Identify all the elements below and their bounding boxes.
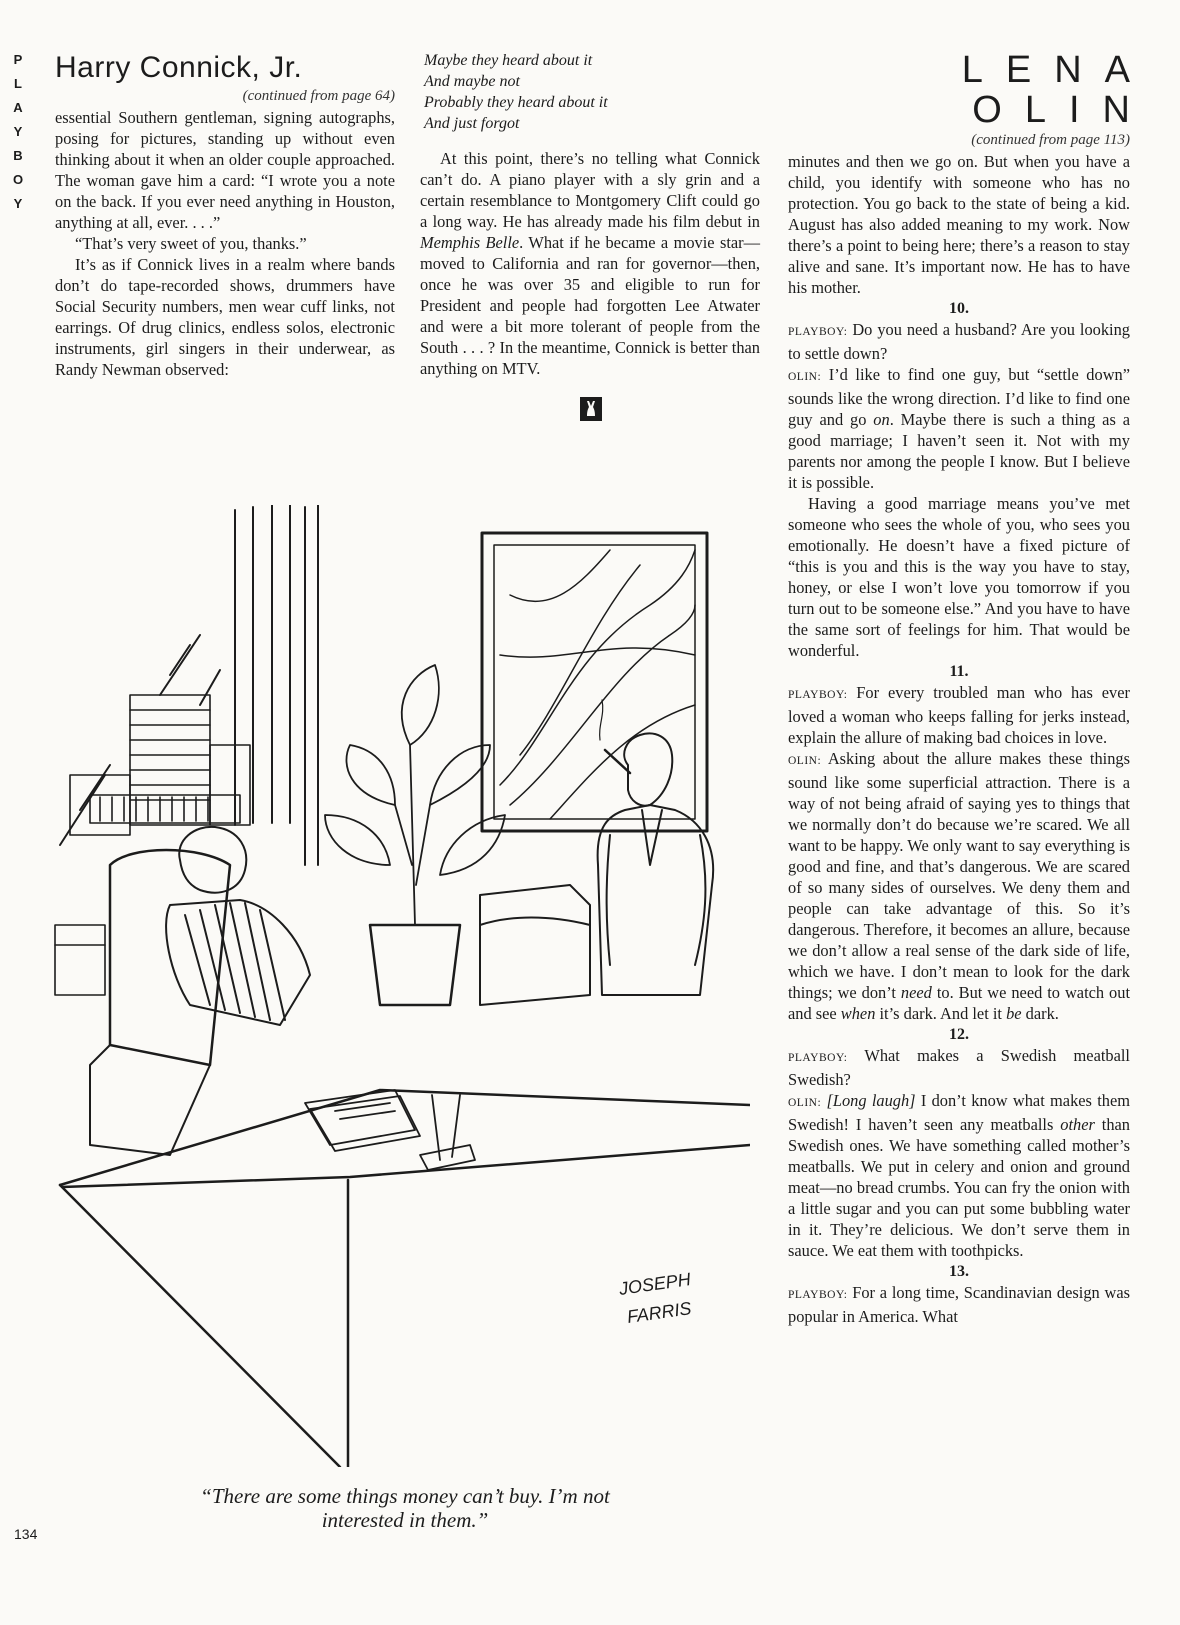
interview-question <box>788 319 1130 364</box>
harry-paragraph <box>420 148 760 379</box>
spine-letter: L <box>14 76 22 91</box>
speaker-label: OLIN: <box>788 371 822 383</box>
text-run: . Maybe there is such a thing as a good marriage; I haven’t seen it. Not with my parents nor among the people I know. But I believe it is possible. <box>788 410 1130 492</box>
emphasis: on <box>873 410 890 429</box>
sofa <box>480 885 590 1005</box>
spine-letter: A <box>13 100 23 115</box>
lena-column <box>788 49 1153 1327</box>
potted-plant <box>325 665 505 1005</box>
lyric-line: Probably they heard about it <box>424 94 608 111</box>
spine-letter: Y <box>13 196 23 211</box>
emphasis: be <box>1006 1004 1022 1023</box>
text-run: Do you need a husband? Are you looking to settle down? <box>788 320 1130 363</box>
harry-paragraph: essential Southern gentleman, signing autographs, posing for pictures, standing up without even thinking about it when an older couple approached. The woman gave him a card: “I wrote you a note on the back. If you ever need anything in Houston, anything at all, ever. . . .” <box>55 108 395 232</box>
question-number: 10. <box>949 300 969 317</box>
emphasis: need <box>900 983 932 1002</box>
spine-letter: Y <box>13 124 23 139</box>
interview-question <box>788 682 1130 748</box>
harry-column-2 <box>420 50 760 421</box>
speaker-label: OLIN: <box>788 755 822 767</box>
song-lyrics <box>424 50 760 134</box>
question-number: 12. <box>949 1026 969 1043</box>
harry-paragraph: “That’s very sweet of you, thanks.” <box>75 234 307 253</box>
text-run: I don’t know what makes them Swedish! I haven’t seen any meatballs <box>788 1091 1130 1134</box>
window-frame <box>60 505 318 865</box>
text-run: At this point, there’s no telling what Connick can’t do. A piano player with a sly grin and a certain resemblance to Montgomery Clift could go a long way. He has already made his film debut in <box>420 149 760 231</box>
harry-title: Harry Connick, Jr. <box>55 51 303 84</box>
interview-answer <box>788 748 1130 1024</box>
emphasis: when <box>840 1004 876 1023</box>
interview-answer: Having a good marriage means you’ve met someone who sees the whole of you, who sees you emotionally. He doesn’t have a fixed picture of “this is you and this is the way you have to stay, honey, or else I won’t love you tomorrow if you turn out to be someone else.” And you have to have the same sort of feelings for him. That would be wonderful. <box>788 494 1130 660</box>
text-run: For every troubled man who has ever loved a woman who keeps falling for jerks instead, explain the allure of making bad choices in love. <box>788 683 1130 747</box>
speaker-label: OLIN: <box>788 1097 822 1109</box>
interview-question <box>788 1045 1130 1090</box>
speaker-label: PLAYBOY: <box>788 326 848 338</box>
emphasis: other <box>1060 1115 1095 1134</box>
interview-answer <box>788 1090 1130 1261</box>
text-run: What makes a Swedish meatball Swedish? <box>788 1046 1130 1089</box>
end-mark-bunny-icon <box>580 397 602 421</box>
interview-question <box>788 1282 1130 1327</box>
text-run: than Swedish ones. We have something called mother’s meatballs. We put in celery and onion and ground meat—no bread crumbs. You can fry the onion with a little sugar and you can put some bubbling water in it. They’re delicious. We don’t serve them in sauce. We eat them with toothpicks. <box>788 1115 1130 1260</box>
lyric-line: And just forgot <box>424 115 520 132</box>
cartoon-illustration <box>50 505 750 1467</box>
film-title: Memphis Belle <box>420 233 520 252</box>
stage-direction: [Long laugh] <box>826 1091 916 1110</box>
cartoon-signature: JOSEPH <box>617 1269 692 1299</box>
speaker-label: PLAYBOY: <box>788 1052 848 1064</box>
harry-continued-note: (continued from page 64) <box>242 88 395 104</box>
question-number: 13. <box>949 1263 969 1280</box>
cartoon-caption: “There are some things money can’t buy. I’m not interested in them.” <box>200 1484 610 1532</box>
harry-paragraph: It’s as if Connick lives in a realm where bands don’t do tape-recorded shows, drummers have Social Security numbers, men wear cuff links, not earrings. Of drug clinics, endless solos, electronic instruments, girl singers in their underwear, as Randy Newman observed: <box>55 255 395 379</box>
desk-papers <box>305 1090 475 1170</box>
text-run: . What if he became a movie star—moved to California and ran for governor—then, once he was over 35 and eligible to run for President and people had forgotten Lee Atwater and were a bit more tolerant of people from the South . . . ? In the meantime, Connick is better than anything on MTV. <box>420 233 760 378</box>
spine-letter: P <box>13 52 23 67</box>
lena-title: LENA OLIN <box>961 49 1153 131</box>
text-run: I’d like to find one guy, but “settle down” sounds like the wrong direction. I’d like to find one guy and go <box>788 365 1130 429</box>
text-run: to. But we need to watch out and see <box>788 983 1130 1023</box>
magazine-spine <box>8 48 28 216</box>
standing-man <box>598 700 714 995</box>
text-run: dark. <box>1021 1004 1059 1023</box>
spine-letter: O <box>12 172 24 187</box>
seated-executive <box>90 827 310 1155</box>
text-run: it’s dark. And let it <box>875 1004 1007 1023</box>
lena-continued-note: (continued from page 113) <box>971 132 1130 148</box>
speaker-label: PLAYBOY: <box>788 1289 848 1301</box>
cartoon-signature: FARRIS <box>625 1298 693 1327</box>
question-number: 11. <box>949 663 969 680</box>
page-number: 134 <box>14 1526 38 1542</box>
lyric-line: Maybe they heard about it <box>424 52 593 69</box>
lena-paragraph: minutes and then we go on. But when you have a child, you identify with someone who has no protection. You go back to the state of being a kid. August has also added meaning to my work. Now there’s a point to being here; there’s a reason to stay alive and sane. It’s important now. He has to have his mother. <box>788 152 1130 297</box>
harry-column-1 <box>55 50 395 380</box>
interview-answer <box>788 364 1130 493</box>
spine-letter: B <box>13 148 23 163</box>
lyric-line: And maybe not <box>424 73 520 90</box>
wall-painting <box>482 533 707 831</box>
speaker-label: PLAYBOY: <box>788 689 848 701</box>
text-run: Asking about the allure makes these things sound like some superficial attraction. There is a way of not being afraid of saying yes to things that we normally don’t do because we’re scared. We all want to be happy. We only want to say everything is good and fine, and that’s dangerous. We are scared of so many sides of ourselves. We deny them and people can take advantage of this. So it’s dangerous. Therefore, it becomes an allure, because we don’t allow a real sense of the dark side of life, which we have. I don’t mean to look for the dark things; we don’t <box>788 749 1130 1002</box>
text-run: For a long time, Scandinavian design was popular in America. What <box>788 1283 1130 1326</box>
